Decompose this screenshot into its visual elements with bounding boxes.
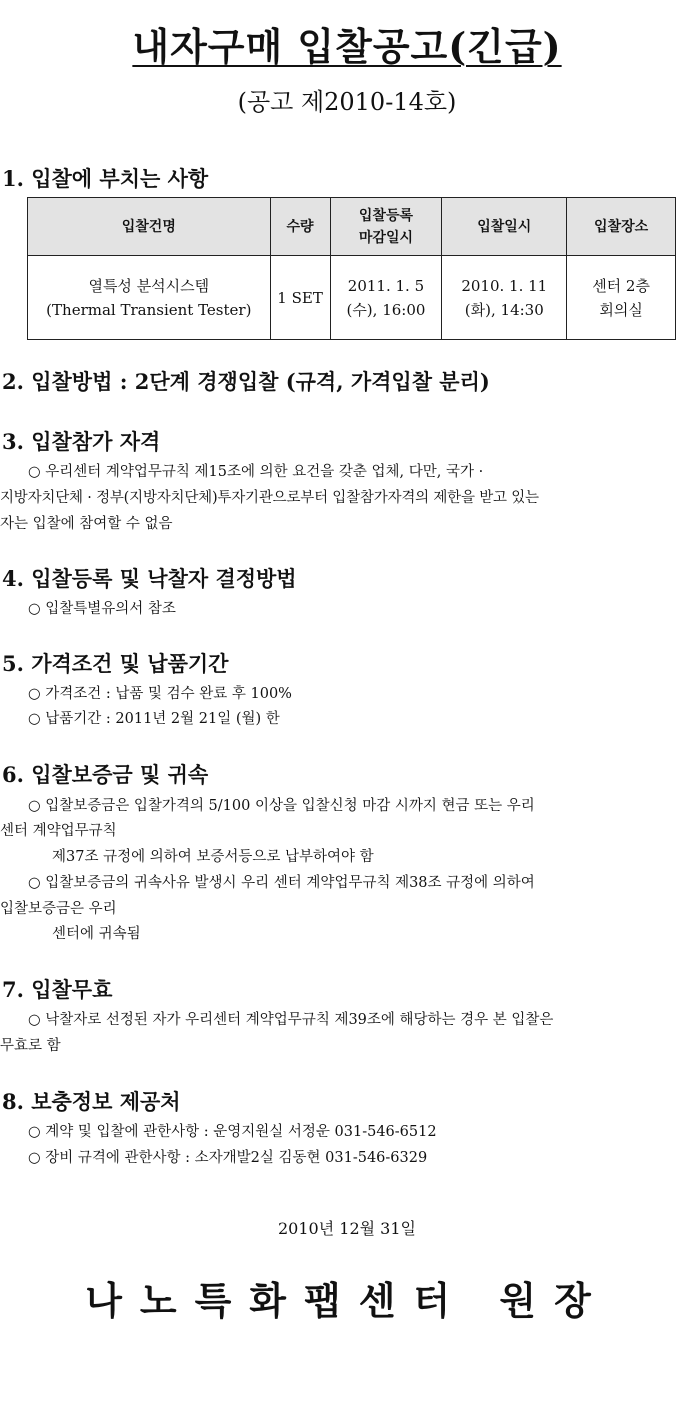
section-5-heading: 5. 가격조건 및 납품기간 [2, 651, 229, 676]
header-bid-datetime: 입찰일시 [442, 198, 567, 256]
section-3-heading: 3. 입찰참가 자격 [2, 429, 161, 454]
header-bid-location: 입찰장소 [567, 198, 676, 256]
section-8-line-2: ○ 장비 규격에 관한사항 : 소자개발2실 김동현 031-546-6329 [28, 1150, 428, 1166]
cell-bid-location: 센터 2층 회의실 [567, 256, 676, 340]
section-6-line-5: 입찰보증금은 우리 [0, 901, 117, 917]
section-6-line-2: 센터 계약업무규칙 [0, 823, 117, 839]
header-quantity: 수량 [270, 198, 330, 256]
section-6-line-4: ○ 입찰보증금의 귀속사유 발생시 우리 센터 계약업무규칙 제38조 규정에 의하여 [28, 875, 535, 891]
section-8-heading: 8. 보충정보 제공처 [2, 1089, 181, 1114]
table-header-row [28, 198, 676, 256]
table-row [28, 256, 676, 340]
section-6-line-3: 제37조 규정에 의하여 보증서등으로 납부하여야 함 [52, 849, 374, 865]
section-7-heading: 7. 입찰무효 [2, 977, 113, 1002]
section-3-line-3: 자는 입찰에 참여할 수 없음 [0, 516, 173, 532]
cell-registration-deadline: 2011. 1. 5 (수), 16:00 [330, 256, 442, 340]
section-3-line-1: ○ 우리센터 계약업무규칙 제15조에 의한 요건을 갖춘 업체, 다만, 국가 · [28, 464, 484, 480]
section-7-line-2: 무효로 함 [0, 1038, 61, 1054]
announcement-date: 2010년 12월 31일 [278, 1219, 416, 1238]
section-6-heading: 6. 입찰보증금 및 귀속 [2, 762, 209, 787]
section-3-line-2: 지방자치단체 · 정부(지방자치단체)투자기관으로부터 입찰참가자격의 제한을 받고 있는 [0, 490, 539, 506]
section-6-line-6: 센터에 귀속됨 [52, 926, 141, 942]
section-4-heading: 4. 입찰등록 및 낙찰자 결정방법 [2, 566, 297, 591]
header-registration-deadline: 입찰등록 마감일시 [330, 198, 442, 256]
cell-quantity: 1 SET [270, 256, 330, 340]
section-1-heading: 1. 입찰에 부치는 사항 [2, 166, 209, 191]
header-item-name: 입찰건명 [28, 198, 271, 256]
cell-item-name: 열특성 분석시스템 (Thermal Transient Tester) [28, 256, 271, 340]
issuer-signature: 나노특화팹센터 원장 [85, 1278, 609, 1323]
page-title: 내자구매 입찰공고(긴급) [132, 24, 562, 69]
page-title-block [0, 16, 694, 71]
cell-bid-datetime: 2010. 1. 11 (화), 14:30 [442, 256, 567, 340]
section-4-line-1: ○ 입찰특별유의서 참조 [28, 601, 176, 617]
section-5-line-1: ○ 가격조건 : 납품 및 검수 완료 후 100% [28, 686, 292, 702]
section-8-line-1: ○ 계약 및 입찰에 관한사항 : 운영지원실 서정운 031-546-6512 [28, 1124, 437, 1140]
section-6-line-1: ○ 입찰보증금은 입찰가격의 5/100 이상을 입찰신청 마감 시까지 현금 또는 우리 [28, 798, 535, 814]
section-5-line-2: ○ 납품기간 : 2011년 2월 21일 (월) 한 [28, 711, 280, 727]
announcement-number: (공고 제2010-14호) [237, 88, 457, 116]
section-2-heading: 2. 입찰방법 : 2단계 경쟁입찰 (규격, 가격입찰 분리) [2, 369, 490, 394]
bid-items-table [27, 197, 676, 340]
section-7-line-1: ○ 낙찰자로 선정된 자가 우리센터 계약업무규칙 제39조에 해당하는 경우 본 입찰은 [28, 1012, 554, 1028]
